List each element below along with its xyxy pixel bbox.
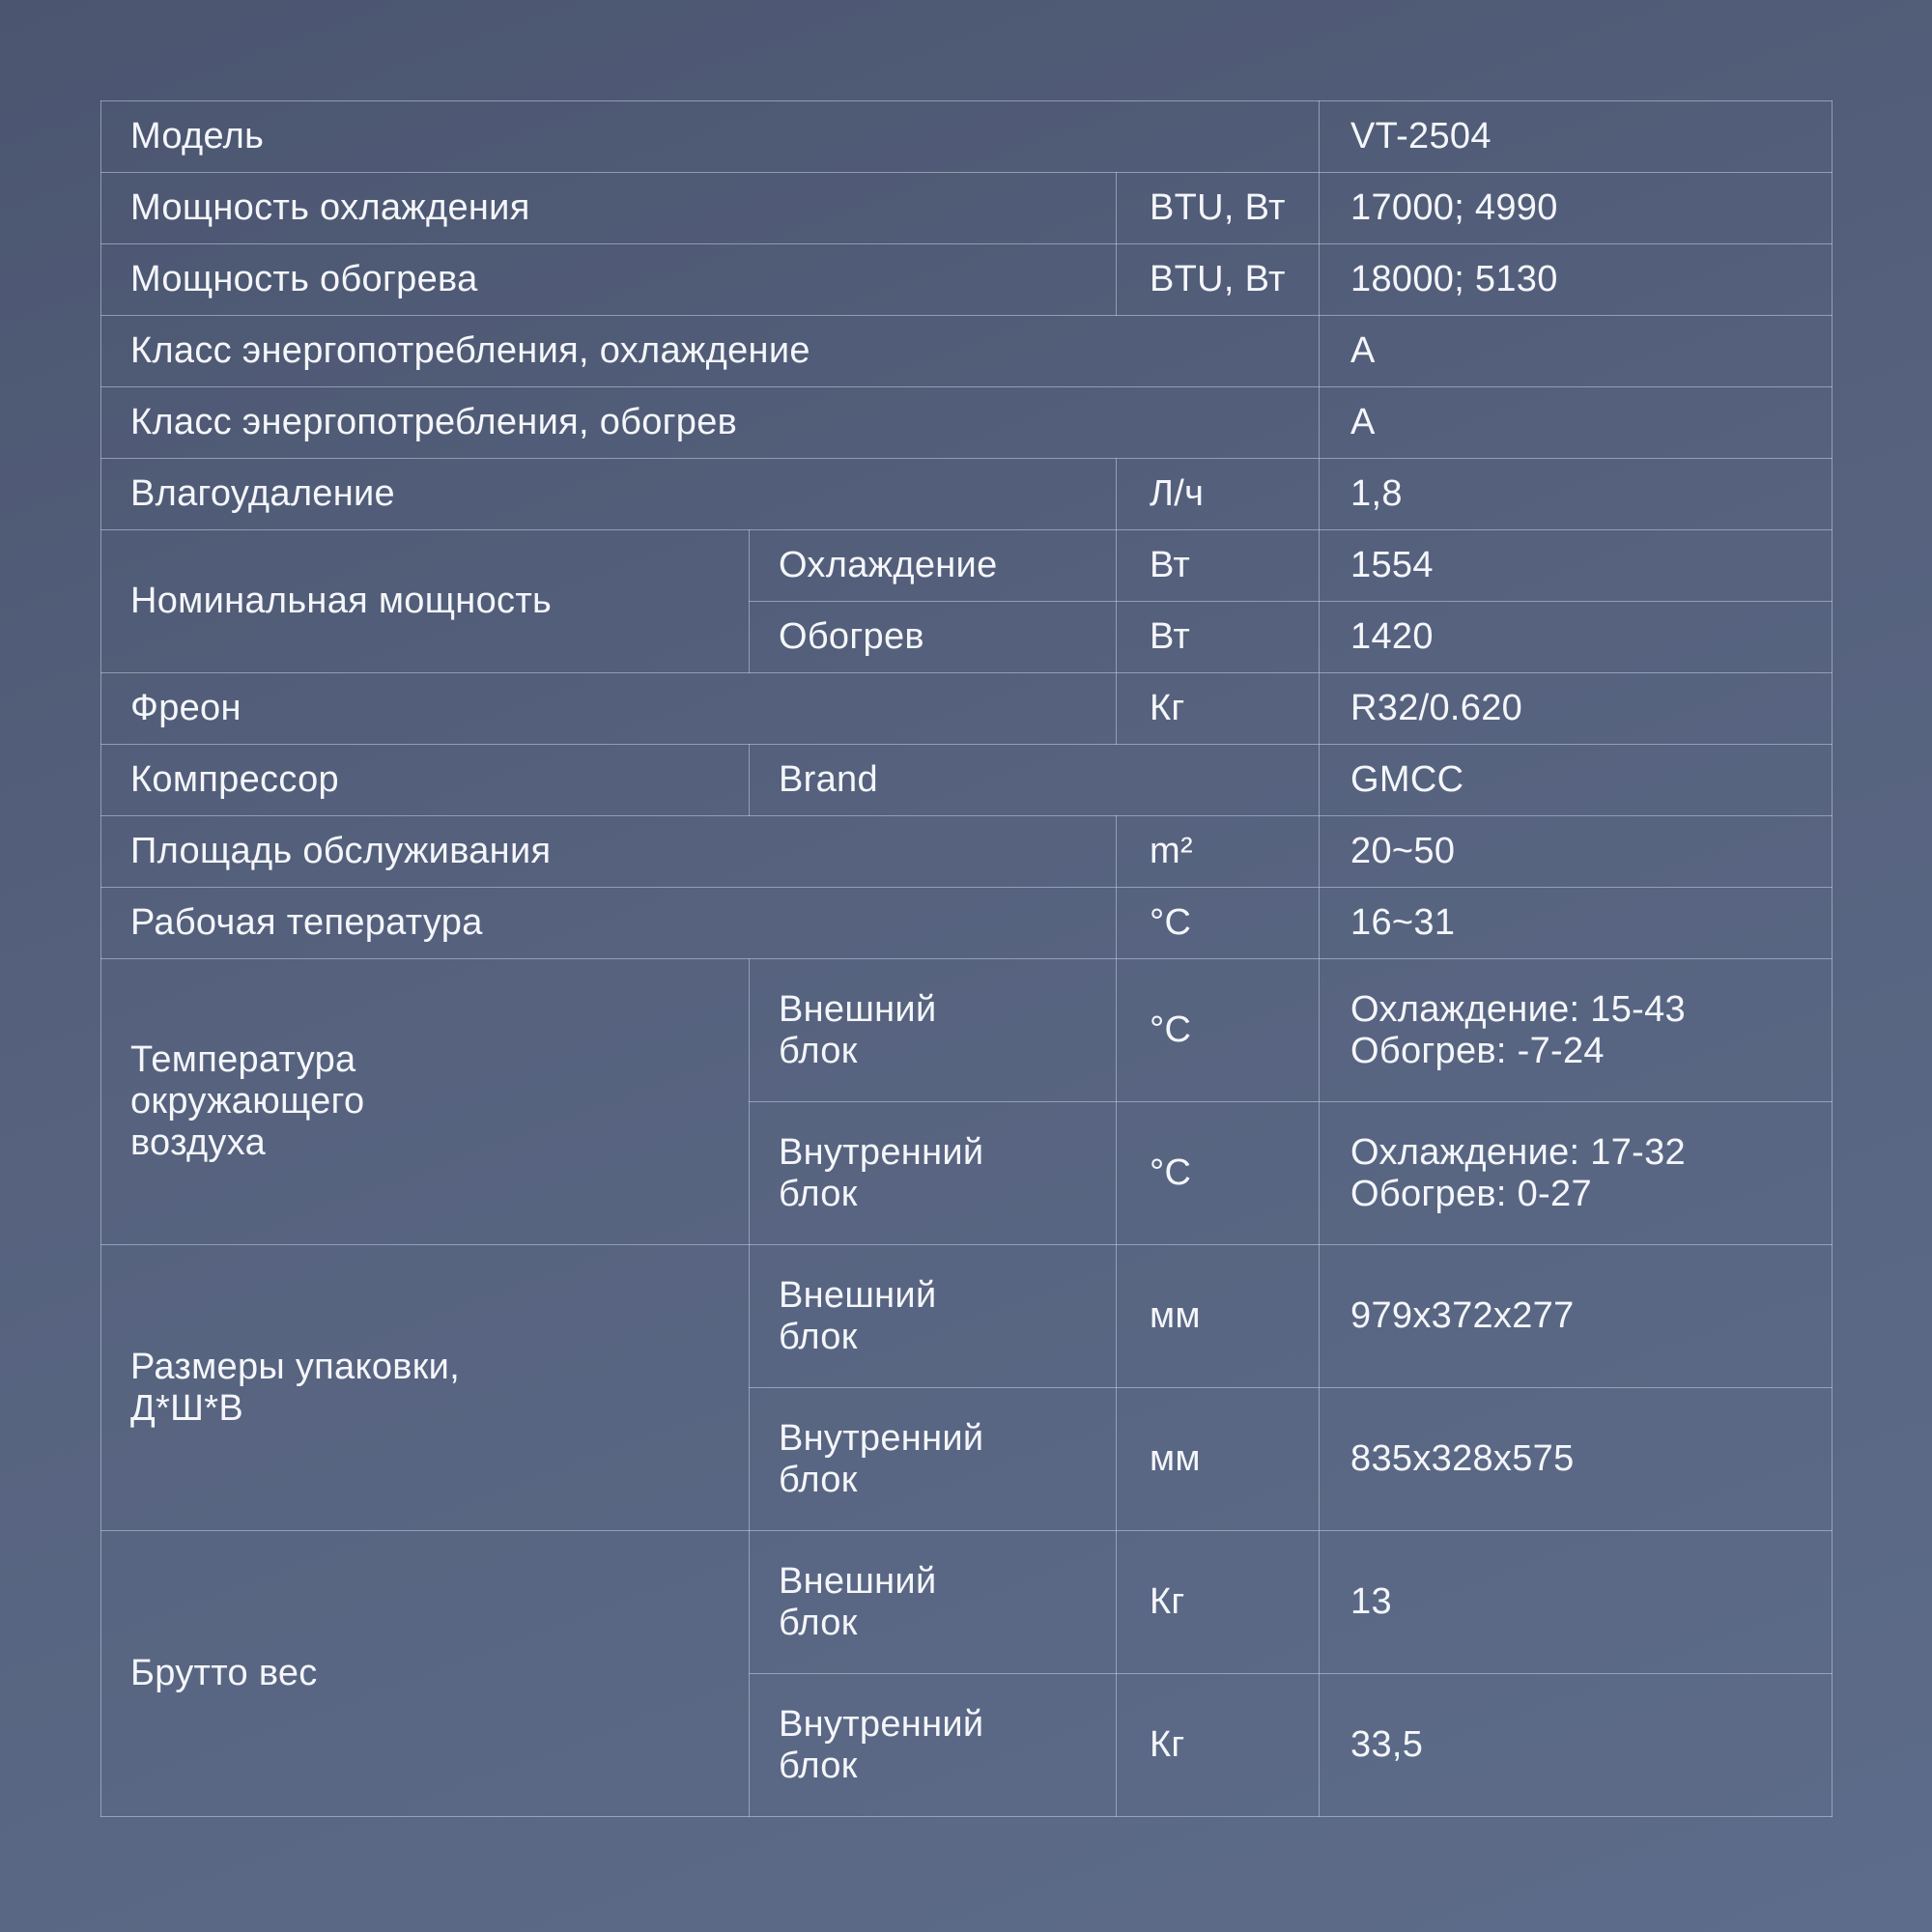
unit-cell: m² (1117, 816, 1320, 888)
param-label: Влагоудаление (101, 459, 1117, 530)
table-row-model (101, 101, 1833, 173)
sub-label: Внутренний блок (750, 1388, 1117, 1531)
sub-label: Внешний блок (750, 1531, 1117, 1674)
table-row-package-size-outdoor (101, 1245, 1833, 1388)
param-label: Температура окружающего воздуха (101, 959, 750, 1245)
table-row-dehumidification (101, 459, 1833, 530)
specs-table-container (100, 100, 1832, 1817)
table-row-operating-temperature (101, 888, 1833, 959)
table-row-energy-class-cooling (101, 316, 1833, 387)
param-label: Площадь обслуживания (101, 816, 1117, 888)
sub-label: Внешний блок (750, 959, 1117, 1102)
sub-label: Охлаждение (750, 530, 1117, 602)
value-cell: 18000; 5130 (1320, 244, 1833, 316)
value-cell: 20~50 (1320, 816, 1833, 888)
unit-cell: Кг (1117, 673, 1320, 745)
value-cell: 17000; 4990 (1320, 173, 1833, 244)
table-row-gross-weight-outdoor (101, 1531, 1833, 1674)
param-label: Номинальная мощность (101, 530, 750, 673)
table-row-service-area (101, 816, 1833, 888)
table-row-energy-class-heating (101, 387, 1833, 459)
value-cell: 13 (1320, 1531, 1833, 1674)
value-cell: A (1320, 316, 1833, 387)
unit-cell: Вт (1117, 602, 1320, 673)
unit-cell: °С (1117, 959, 1320, 1102)
table-row-heating-power (101, 244, 1833, 316)
sub-label: Внутренний блок (750, 1102, 1117, 1245)
unit-cell: Кг (1117, 1531, 1320, 1674)
param-label: Мощность охлаждения (101, 173, 1117, 244)
param-label: Мощность обогрева (101, 244, 1117, 316)
value-cell: 835х328х575 (1320, 1388, 1833, 1531)
value-cell: A (1320, 387, 1833, 459)
value-cell: VT-2504 (1320, 101, 1833, 173)
unit-cell: Вт (1117, 530, 1320, 602)
specs-table (100, 100, 1833, 1817)
sub-label: Внутренний блок (750, 1674, 1117, 1817)
param-label: Размеры упаковки, Д*Ш*В (101, 1245, 750, 1531)
sub-label: Внешний блок (750, 1245, 1117, 1388)
unit-cell: BTU, Вт (1117, 244, 1320, 316)
value-cell: 16~31 (1320, 888, 1833, 959)
sub-label: Обогрев (750, 602, 1117, 673)
param-label: Брутто вес (101, 1531, 750, 1817)
value-cell: 33,5 (1320, 1674, 1833, 1817)
sub-label: Brand (750, 745, 1320, 816)
param-label: Модель (101, 101, 1320, 173)
value-cell: Охлаждение: 17-32 Обогрев: 0-27 (1320, 1102, 1833, 1245)
unit-cell: BTU, Вт (1117, 173, 1320, 244)
table-row-compressor (101, 745, 1833, 816)
unit-cell: Кг (1117, 1674, 1320, 1817)
value-cell: 1554 (1320, 530, 1833, 602)
table-row-refrigerant (101, 673, 1833, 745)
param-label: Компрессор (101, 745, 750, 816)
param-label: Класс энергопотребления, обогрев (101, 387, 1320, 459)
value-cell: R32/0.620 (1320, 673, 1833, 745)
table-row-rated-power-cooling (101, 530, 1833, 602)
unit-cell: Л/ч (1117, 459, 1320, 530)
unit-cell: °С (1117, 1102, 1320, 1245)
param-label: Класс энергопотребления, охлаждение (101, 316, 1320, 387)
unit-cell: мм (1117, 1245, 1320, 1388)
value-cell: GMCC (1320, 745, 1833, 816)
unit-cell: мм (1117, 1388, 1320, 1531)
table-row-cooling-power (101, 173, 1833, 244)
value-cell: 1,8 (1320, 459, 1833, 530)
value-cell: 979х372х277 (1320, 1245, 1833, 1388)
unit-cell: °С (1117, 888, 1320, 959)
param-label: Фреон (101, 673, 1117, 745)
value-cell: 1420 (1320, 602, 1833, 673)
table-row-ambient-temp-outdoor (101, 959, 1833, 1102)
param-label: Рабочая тепература (101, 888, 1117, 959)
value-cell: Охлаждение: 15-43 Обогрев: -7-24 (1320, 959, 1833, 1102)
